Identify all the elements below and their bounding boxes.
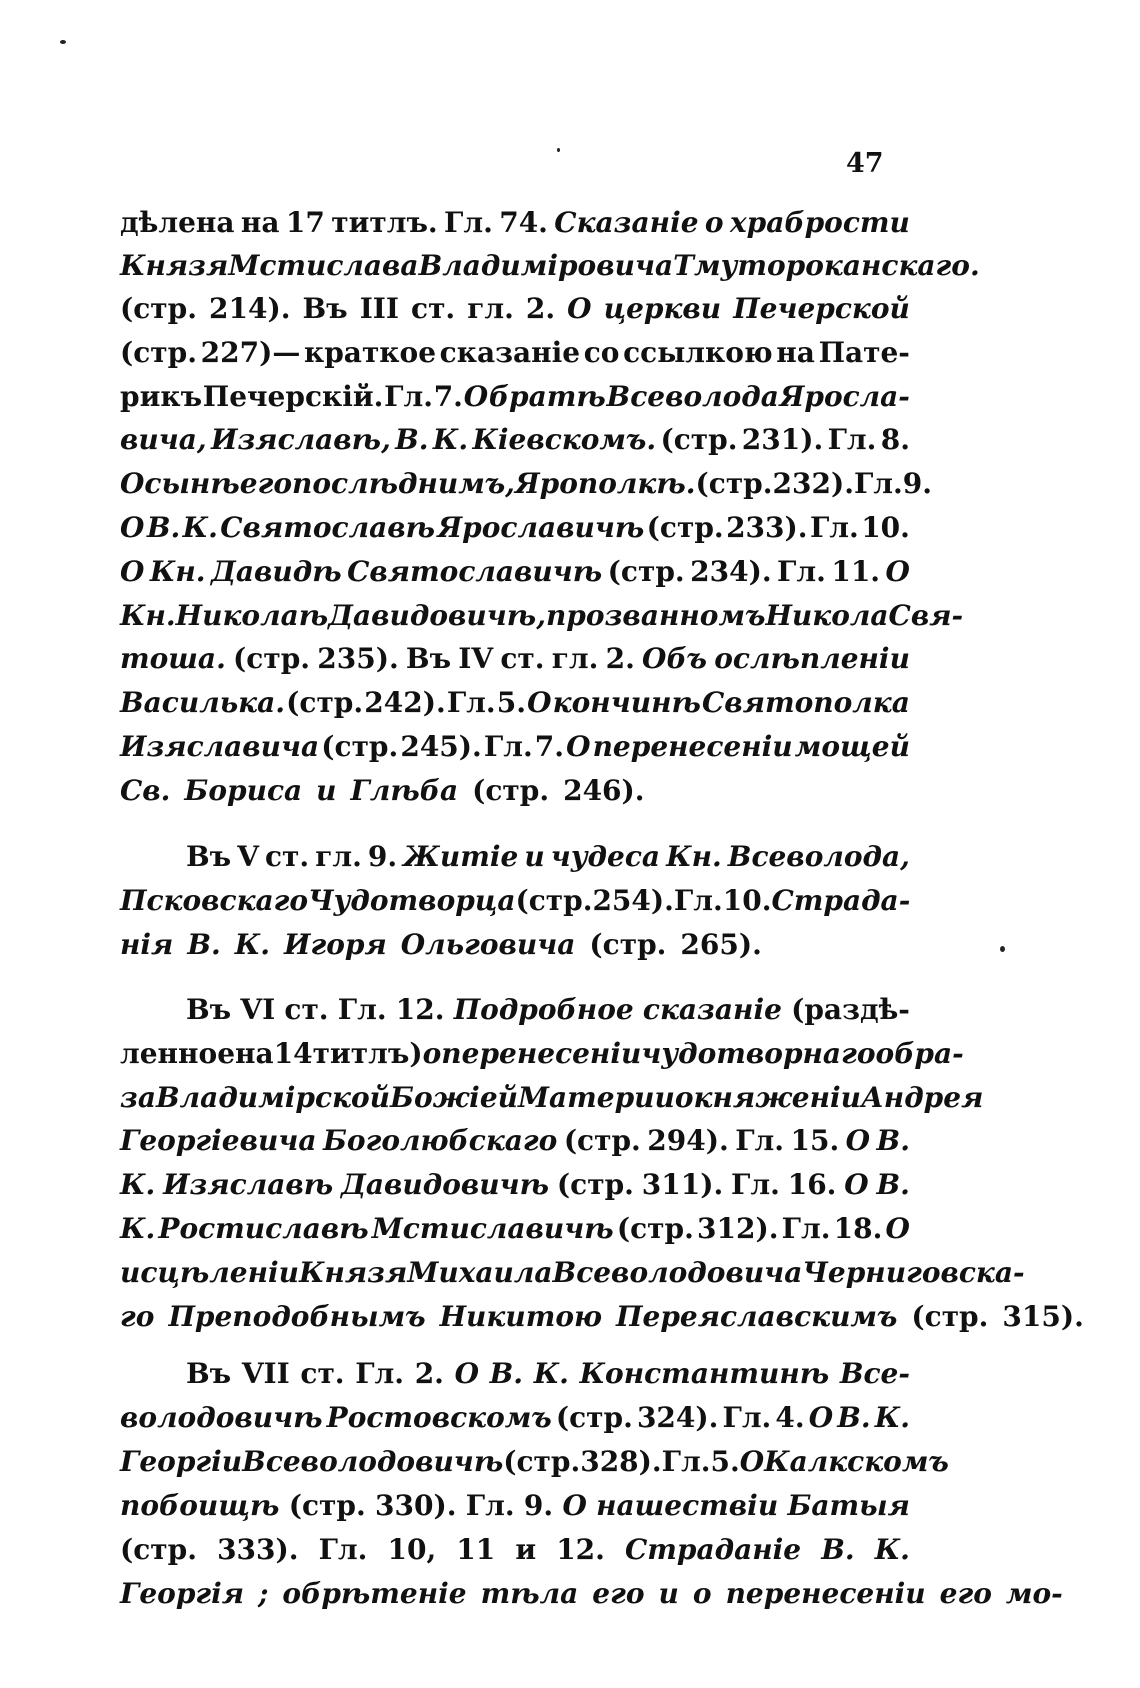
text-word: Матери — [517, 1081, 655, 1114]
text-word: Въ — [186, 993, 232, 1026]
text-word: перенесеніи — [592, 730, 793, 763]
text-word: Боголюбскаго — [322, 1124, 558, 1157]
text-word: Въ — [186, 1357, 232, 1390]
text-word: 2. — [525, 292, 556, 325]
text-word: его — [939, 1577, 992, 1610]
ink-speck — [557, 148, 560, 152]
text-word: Калкскомъ — [764, 1445, 949, 1478]
text-word: 7. — [433, 380, 463, 413]
text-word: (стр. — [120, 336, 197, 369]
text-word: 2. — [605, 642, 635, 675]
text-word: 254). — [592, 884, 674, 917]
text-word: О — [885, 1212, 910, 1245]
text-word: гл. — [551, 642, 599, 675]
text-word: прозванномъ — [545, 599, 766, 632]
text-word: (стр. — [589, 928, 667, 961]
text-word: Ярополкѣ. — [514, 467, 696, 500]
text-word: 311). — [641, 1168, 724, 1201]
text-word: Подробное — [453, 993, 634, 1026]
text-word: сынѣ — [144, 467, 240, 500]
text-word: Гл. — [483, 730, 533, 763]
text-word: (стр. — [646, 511, 724, 544]
text-word: Гл. — [465, 1489, 515, 1522]
text-word: и — [524, 840, 545, 873]
text-word: Гл. — [853, 467, 903, 500]
text-line — [120, 1401, 910, 1443]
text-word: на — [776, 336, 815, 369]
text-word: исцѣленіи — [120, 1256, 300, 1289]
text-word: К. — [874, 1533, 910, 1566]
text-word: V — [237, 840, 259, 873]
text-line — [120, 1445, 949, 1487]
text-word: К. — [120, 1168, 156, 1201]
text-word: Гл. — [318, 1533, 368, 1566]
text-word: В. — [489, 1357, 524, 1390]
text-word: и — [316, 774, 337, 807]
text-line — [120, 928, 910, 970]
text-word: Всеволода, — [727, 840, 910, 873]
text-word: Гл. — [781, 1212, 831, 1245]
text-word: 312). — [697, 1212, 779, 1245]
text-word: 328). — [580, 1445, 662, 1478]
text-line — [120, 730, 910, 772]
text-word: (стр. — [120, 1533, 197, 1566]
text-word: обра- — [875, 1037, 964, 1070]
text-word: Черниговска- — [802, 1256, 1025, 1289]
text-word: за — [120, 1081, 157, 1114]
text-word: Давидовичѣ — [340, 1168, 550, 1201]
text-word: О — [567, 292, 592, 325]
text-word: В. — [146, 511, 181, 544]
text-word: 10. — [722, 884, 772, 917]
text-word: Печерскій. — [202, 380, 384, 413]
text-word: В. — [187, 928, 221, 961]
text-word: 12. — [556, 1533, 605, 1566]
text-word: Въ — [186, 840, 232, 873]
text-word: О — [120, 511, 145, 544]
text-line — [120, 1081, 984, 1123]
text-line — [186, 1357, 910, 1399]
text-word: Страданіе — [625, 1533, 802, 1566]
text-word: К. — [234, 928, 270, 961]
text-word: В. — [876, 1168, 910, 1201]
text-word: мощей — [794, 730, 910, 763]
text-word: 234). — [690, 555, 772, 588]
text-word: 10, — [387, 1533, 437, 1566]
text-word: Святославичѣ — [347, 555, 603, 588]
text-line — [120, 1489, 910, 1531]
text-word: о — [674, 1081, 694, 1114]
text-word: Георгіевича — [120, 1124, 317, 1157]
text-word: О — [844, 1168, 869, 1201]
text-word: Глѣба — [350, 774, 459, 807]
text-word: Владиміровича — [418, 249, 674, 282]
text-word: 74. — [499, 206, 548, 239]
text-word: о — [692, 1577, 712, 1610]
text-word: Кн. — [120, 599, 176, 632]
text-word: Гл. — [673, 884, 723, 917]
text-word: его — [592, 1577, 645, 1610]
text-word: Свя- — [888, 599, 964, 632]
text-word: Житіе — [403, 840, 519, 873]
text-word: (стр. — [616, 1212, 694, 1245]
text-line — [120, 555, 910, 597]
text-word: Гл. — [731, 1168, 780, 1201]
text-line — [120, 292, 910, 334]
text-word: 214). — [209, 292, 291, 325]
text-word: Ростиславѣ — [158, 1212, 369, 1245]
ink-speck — [60, 40, 66, 44]
text-word: (стр. — [607, 555, 685, 588]
text-word: Чудотворца — [308, 884, 516, 917]
text-word: Князя — [299, 1256, 408, 1289]
text-word: 5. — [496, 686, 527, 719]
text-word: ст. — [284, 993, 329, 1026]
text-word: о — [422, 1037, 442, 1070]
text-word: Гл. — [777, 555, 826, 588]
text-word: на — [235, 1037, 274, 1070]
text-line — [120, 884, 910, 926]
text-line — [120, 249, 980, 291]
text-line — [120, 1037, 964, 1079]
ink-speck — [1000, 946, 1005, 952]
text-line — [120, 467, 933, 509]
text-word: (стр. — [233, 642, 311, 675]
text-word: 16. — [787, 1168, 837, 1201]
text-word: ст. — [411, 292, 456, 325]
text-word: гл. — [467, 292, 514, 325]
text-word: 231). — [741, 423, 824, 456]
text-word: Ростовскомъ — [326, 1401, 552, 1434]
text-word: 18. — [833, 1212, 883, 1245]
text-line — [120, 774, 910, 816]
text-word: сказаніе — [439, 336, 581, 369]
text-word: (стр. — [503, 1445, 581, 1478]
text-word: 7. — [534, 730, 565, 763]
text-word: 315). — [1002, 1300, 1084, 1333]
text-word: тѣла — [480, 1577, 579, 1610]
text-word: Переяславскимъ — [616, 1300, 898, 1333]
text-word: о — [704, 206, 724, 239]
text-word: обрѣтеніе — [282, 1577, 467, 1610]
text-word: 4. — [775, 1401, 805, 1434]
text-word: 8. — [880, 423, 910, 456]
text-word: 242). — [364, 686, 446, 719]
text-line — [120, 336, 910, 378]
text-word: Гл. — [827, 423, 877, 456]
text-word: Ярославичѣ — [437, 511, 645, 544]
text-word: В. — [876, 1124, 910, 1157]
text-word: (стр. — [555, 1401, 633, 1434]
text-word: 333). — [217, 1533, 299, 1566]
text-word: IV — [458, 642, 494, 675]
text-word: Кн. — [149, 555, 206, 588]
text-word: О — [739, 1445, 765, 1478]
text-line — [120, 599, 964, 641]
text-word: (стр. — [660, 423, 738, 456]
text-word: и — [515, 1533, 537, 1566]
text-word: Объ — [642, 642, 708, 675]
page-number: 47 — [846, 148, 884, 179]
text-word: К. — [432, 423, 469, 456]
text-word: О — [463, 380, 489, 413]
text-line — [120, 642, 910, 684]
text-line — [120, 380, 910, 422]
text-word: и — [658, 1577, 679, 1610]
text-word: титлъ) — [312, 1037, 423, 1070]
text-word: братѣ — [488, 380, 606, 413]
text-word: Андрея — [860, 1081, 984, 1114]
text-line — [120, 1124, 910, 1166]
text-word: Давидовичѣ, — [328, 599, 546, 632]
text-word: (раздѣ- — [791, 993, 910, 1026]
text-word: Всеволодовичѣ — [242, 1445, 504, 1478]
text-word: 10. — [861, 511, 910, 544]
text-word: Никитою — [439, 1300, 603, 1333]
text-word: 245). — [400, 730, 482, 763]
text-word: 9. — [902, 467, 933, 500]
text-word: 15. — [790, 1124, 840, 1157]
text-word: 235). — [317, 642, 399, 675]
text-word: VI — [240, 993, 276, 1026]
text-word: Кн. — [666, 840, 722, 873]
text-word: ст. — [500, 642, 545, 675]
text-word: 11 — [456, 1533, 496, 1566]
text-word: Георгіи — [120, 1445, 243, 1478]
text-word: Давидѣ — [210, 555, 342, 588]
text-word: Никола — [765, 599, 889, 632]
text-word: нашествіи — [596, 1489, 779, 1522]
text-word: Въ — [302, 292, 348, 325]
text-word: го — [120, 1300, 155, 1333]
text-line — [186, 840, 910, 882]
text-word: Гл. — [809, 511, 859, 544]
text-word: (стр. — [472, 774, 550, 807]
text-word: К. — [182, 511, 218, 544]
text-word: 324). — [636, 1401, 719, 1434]
text-word: титлъ. — [331, 206, 438, 239]
text-word: Владимірской — [156, 1081, 391, 1114]
text-word: ст. — [264, 840, 310, 873]
text-line — [120, 1533, 910, 1575]
text-line — [120, 511, 910, 553]
text-word: 330). — [375, 1489, 457, 1522]
text-word: княженіи — [693, 1081, 861, 1114]
text-word: 12. — [395, 993, 445, 1026]
text-word: Гл. — [446, 686, 496, 719]
text-word: О — [566, 730, 591, 763]
text-word: дѣлена — [120, 206, 235, 239]
text-word: Святославѣ — [220, 511, 436, 544]
text-word: кончинѣ — [552, 686, 701, 719]
text-word: рикъ — [120, 380, 203, 413]
text-word: перенесеніи — [725, 1577, 926, 1610]
text-word: О — [845, 1124, 871, 1157]
text-line — [120, 1300, 1084, 1342]
text-word: III — [359, 292, 399, 325]
text-word: 233). — [726, 511, 808, 544]
text-word: Гл. — [722, 1401, 772, 1434]
text-word: (стр. — [288, 1489, 366, 1522]
text-word: Князя — [120, 249, 229, 282]
text-word: Всеволодовича — [552, 1256, 803, 1289]
text-word: О — [527, 686, 552, 719]
text-word: Гл. — [384, 380, 433, 413]
text-word: 5. — [710, 1445, 740, 1478]
text-word: В. — [837, 1401, 871, 1434]
text-word: 227)— — [200, 336, 301, 369]
text-word: Батыя — [787, 1489, 910, 1522]
text-word: 2. — [414, 1357, 444, 1390]
text-word: Кіевскомъ. — [472, 423, 657, 456]
text-line — [120, 1577, 1063, 1619]
text-word: Георгія — [120, 1577, 245, 1610]
text-word: Все- — [839, 1357, 910, 1390]
text-word: Гл. — [661, 1445, 711, 1478]
text-word: Михаила — [407, 1256, 553, 1289]
text-word: ; — [258, 1577, 269, 1610]
text-word: Ольговича — [400, 928, 576, 961]
text-word: К. — [120, 1212, 156, 1245]
text-word: ст. — [300, 1357, 345, 1390]
text-word: нія — [120, 928, 174, 961]
text-word: 9. — [367, 840, 398, 873]
text-word: мо- — [1005, 1577, 1063, 1610]
text-word: VII — [241, 1357, 290, 1390]
text-word: (стр. — [120, 292, 197, 325]
text-word: О — [454, 1357, 479, 1390]
text-word: Всеволода — [606, 380, 779, 413]
text-word: Бориса — [184, 774, 303, 807]
text-word: 246). — [563, 774, 645, 807]
text-word: ленное — [120, 1037, 236, 1070]
text-word: Святополка — [702, 686, 910, 719]
text-word: чудотворнаго — [641, 1037, 876, 1070]
text-word: 294). — [647, 1124, 729, 1157]
text-line — [120, 206, 910, 248]
text-word: Изяславича — [120, 730, 320, 763]
text-word: (стр. — [556, 1168, 634, 1201]
text-word: 265). — [680, 928, 762, 961]
text-word: Тмутороканскаго. — [673, 249, 980, 282]
text-word: Гл. — [337, 993, 387, 1026]
text-word: (стр. — [911, 1300, 989, 1333]
text-word: церкви — [603, 292, 722, 325]
text-word: сказаніе — [642, 993, 782, 1026]
text-word: (стр. — [563, 1124, 641, 1157]
text-word: и — [654, 1081, 675, 1114]
text-word: со — [583, 336, 620, 369]
text-line — [186, 993, 910, 1035]
text-word: Въ — [405, 642, 452, 675]
text-word: Гл. — [735, 1124, 785, 1157]
text-line — [120, 423, 910, 465]
text-word: 232). — [772, 467, 854, 500]
text-word: Псковскаго — [120, 884, 309, 917]
text-word: В. — [821, 1533, 855, 1566]
text-word: О — [120, 555, 145, 588]
text-word: ссылкою — [623, 336, 773, 369]
text-word: 9. — [523, 1489, 554, 1522]
text-word: Гл. — [355, 1357, 405, 1390]
text-word: краткое — [304, 336, 437, 369]
text-word: храбрости — [729, 206, 910, 239]
text-line — [120, 1212, 910, 1254]
text-word: гл. — [315, 840, 362, 873]
text-word: Мстиславичѣ — [371, 1212, 614, 1245]
text-word: К. — [874, 1401, 910, 1434]
text-word: Печерской — [733, 292, 910, 325]
text-word: О — [562, 1489, 587, 1522]
text-word: тоша. — [120, 642, 226, 675]
text-word: Божіей — [390, 1081, 518, 1114]
text-word: Василька. — [120, 686, 286, 719]
text-word: 11. — [831, 555, 881, 588]
text-word: Константинѣ — [579, 1357, 830, 1390]
text-word: на — [240, 206, 280, 239]
text-word: послѣднимъ, — [292, 467, 515, 500]
text-word: Яросла- — [779, 380, 910, 413]
text-line — [120, 1168, 910, 1210]
text-word: О — [885, 555, 910, 588]
text-line — [120, 686, 910, 728]
text-word: Сказаніе — [554, 206, 699, 239]
text-word: Изяславѣ — [163, 1168, 334, 1201]
text-word: В. — [395, 423, 429, 456]
text-word: 17 — [285, 206, 325, 239]
text-word: (стр. — [321, 730, 399, 763]
text-word: К. — [533, 1357, 569, 1390]
text-word: (стр. — [515, 884, 593, 917]
text-word: (стр. — [286, 686, 364, 719]
text-word: Николаѣ — [175, 599, 329, 632]
text-word: володовичѣ — [120, 1401, 323, 1434]
text-line — [120, 1256, 1025, 1298]
text-word: перенесеніи — [441, 1037, 642, 1070]
text-word: Страда- — [771, 884, 911, 917]
text-word: О — [120, 467, 145, 500]
text-word: Преподобнымъ — [168, 1300, 426, 1333]
text-word: О — [808, 1401, 834, 1434]
text-word: Изяславѣ, — [210, 423, 391, 456]
text-word: побоищѣ — [120, 1489, 280, 1522]
text-word: Пате- — [818, 336, 910, 369]
text-word: вича, — [120, 423, 207, 456]
text-word: чудеса — [550, 840, 661, 873]
text-word: его — [239, 467, 292, 500]
text-word: 14 — [273, 1037, 313, 1070]
text-word: Гл. — [444, 206, 493, 239]
text-word: Св. — [120, 774, 171, 807]
text-word: (стр. — [695, 467, 773, 500]
text-word: Мстислава — [228, 249, 419, 282]
text-word: Игоря — [283, 928, 387, 961]
text-word: ослѣпленіи — [714, 642, 910, 675]
